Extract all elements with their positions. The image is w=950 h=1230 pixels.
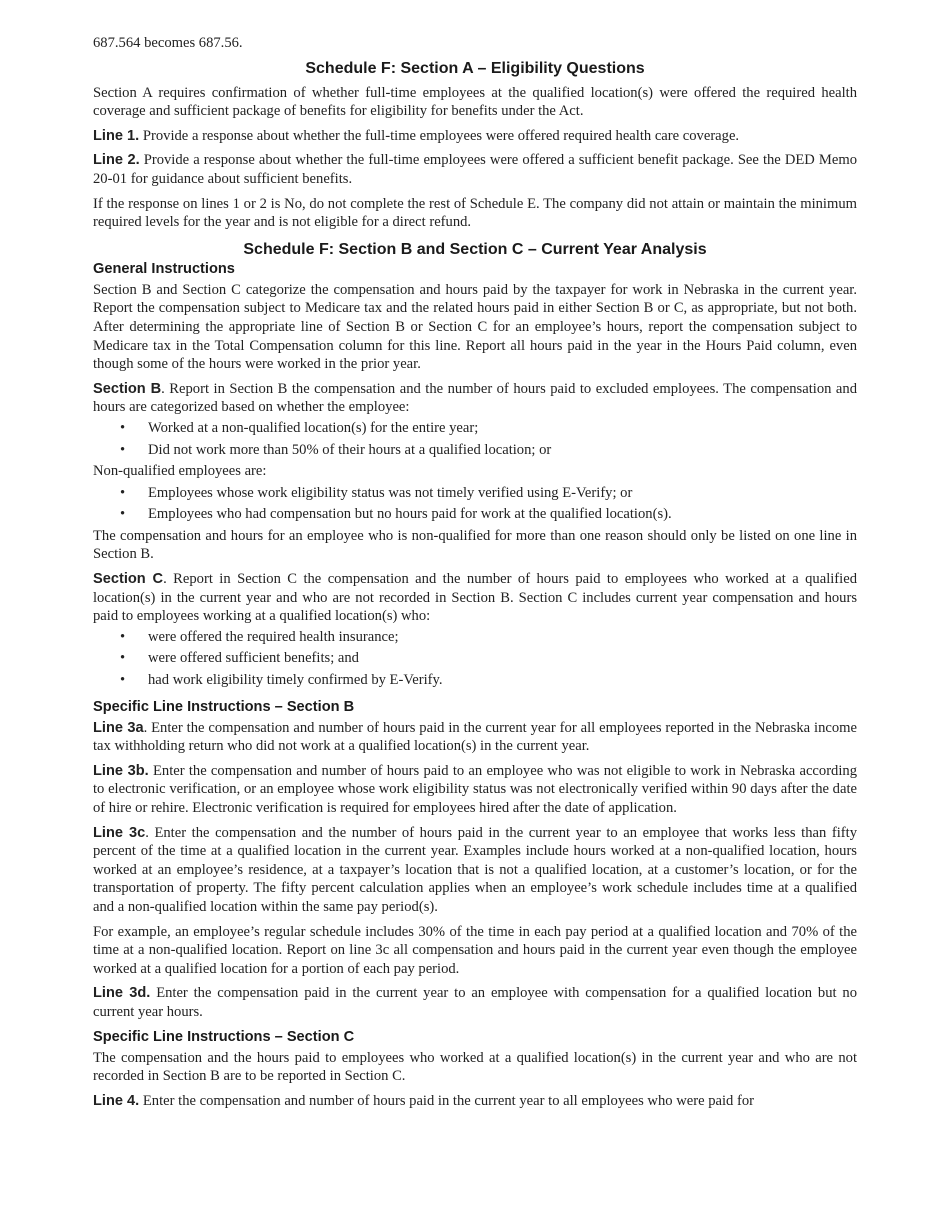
- line-2-paragraph: [93, 151, 857, 188]
- section-bc-heading: Schedule F: Section B and Section C – Current Year Analysis: [243, 240, 707, 258]
- section-b-text: . Report in Section B the compensation and the number of hours paid to excluded employees. The compensation and hours are categorized based on whether the employee:: [93, 380, 857, 416]
- list-item: • Employees whose work eligibility status was not timely verified using E-Verify; or: [120, 484, 633, 501]
- line-3b-label: Line 3b.: [93, 762, 149, 779]
- section-a-intro: Section A requires confirmation of whether full-time employees at the qualified location(s) were offered the required health coverage and sufficient package of benefits for eligibility for benefits under the Act.: [93, 84, 857, 120]
- non-qualified-note: The compensation and hours for an employee who is non-qualified for more than one reason should only be listed on one line in Section B.: [93, 527, 857, 563]
- general-instructions-text: Section B and Section C categorize the compensation and hours paid by the taxpayer for work in Nebraska in the current year. Report the compensation subject to Medicare tax and the related hours paid in either Section B or C, as appropriate, but not both. After determining the appropriate line of Section B or Section C for an employee’s hours, report the compensation subject to Medicare tax in the Total Compensation column for this line. Report all hours paid in the year in the Hours Paid column, even though some of the hours were worked in the prior year.: [93, 281, 857, 373]
- general-instructions-heading: General Instructions: [93, 260, 235, 277]
- section-c-text: . Report in Section C the compensation and the number of hours paid to employees who worked at a qualified location(s) in the current year and who are not recorded in Section B. Section C includes current year compensation and hours paid to employees working at a qualified location(s) who:: [93, 571, 857, 625]
- section-a-heading: Schedule F: Section A – Eligibility Questions: [305, 59, 645, 77]
- line-3d-text: Enter the compensation paid in the current year to an employee with compensation for a qualified location but no current year hours.: [93, 985, 858, 1020]
- no-response-note: If the response on lines 1 or 2 is No, do not complete the rest of Schedule E. The company did not attain or maintain the minimum required levels for the year and is not eligible for a direct refund.: [93, 195, 857, 231]
- non-qualified-intro: Non-qualified employees are:: [93, 463, 267, 480]
- section-b-paragraph: [93, 380, 857, 417]
- line-3a-text: . Enter the compensation and number of hours paid in the current year for all employees reported in the Nebraska income tax withholding return who did not work at a qualified location(s) in the current year.: [93, 719, 857, 755]
- line-4-label: Line 4.: [93, 1092, 140, 1109]
- specific-c-intro: The compensation and the hours paid to employees who worked at a qualified location(s) in the current year and who are not recorded in Section B are to be reported in Section C.: [93, 1049, 857, 1085]
- line-2-text: Provide a response about whether the full-time employees were offered a sufficient benefit package. See the DED Memo 20-01 for guidance about sufficient benefits.: [93, 152, 858, 187]
- line-3c-label: Line 3c: [93, 824, 146, 841]
- line-3b-paragraph: [93, 762, 857, 818]
- section-b-label: Section B: [93, 380, 162, 397]
- carryover-text: 687.564 becomes 687.56.: [93, 35, 243, 51]
- document-page: [93, 34, 857, 1116]
- list-item: • had work eligibility timely confirmed by E-Verify.: [120, 672, 443, 689]
- list-item: • were offered the required health insurance;: [120, 628, 399, 645]
- line-3c-paragraph: [93, 824, 857, 917]
- section-c-paragraph: [93, 570, 857, 626]
- example-paragraph: For example, an employee’s regular schedule includes 30% of the time in each pay period at a qualified location and 70% of the time at a non-qualified location. Report on line 3c all compensation and hours paid in the current year even though the employee worked at a qualified location for a portion of each pay period.: [93, 923, 857, 977]
- line-1-paragraph: [93, 127, 857, 146]
- bullet-icon: •: [120, 506, 126, 523]
- bullet-icon: •: [120, 441, 126, 458]
- non-qualified-bullet-list: [93, 484, 857, 524]
- section-c-bullet-list: [93, 628, 857, 690]
- line-4-text: Enter the compensation and number of hours paid in the current year to all employees who were paid for: [142, 1092, 755, 1109]
- line-3d-paragraph: [93, 984, 857, 1021]
- line-3d-label: Line 3d.: [93, 985, 151, 1002]
- section-c-label: Section C: [93, 571, 164, 588]
- line-2-label: Line 2.: [93, 152, 140, 169]
- list-item: • Employees who had compensation but no hours paid for work at the qualified location(s).: [120, 506, 672, 523]
- section-b-bullet-list: [93, 419, 857, 459]
- bullet-icon: •: [120, 628, 126, 645]
- line-3a-paragraph: [93, 719, 857, 756]
- bullet-icon: •: [120, 650, 126, 667]
- bullet-icon: •: [120, 484, 126, 501]
- line-4-paragraph: [93, 1092, 857, 1111]
- specific-b-heading: Specific Line Instructions – Section B: [93, 698, 355, 715]
- line-3a-label: Line 3a: [93, 719, 144, 736]
- line-3b-text: Enter the compensation and number of hours paid to an employee who was not eligible to work in Nebraska according to electronic verification, or an employee whose work eligibility status was not electronically verified within 90 days after the date of hire or rehire. Electronic verification is required for employees hired after the date of application.: [93, 762, 857, 816]
- list-item: • Did not work more than 50% of their hours at a qualified location; or: [120, 441, 552, 458]
- line-1-label: Line 1.: [93, 127, 140, 144]
- specific-c-heading: Specific Line Instructions – Section C: [93, 1028, 355, 1045]
- bullet-icon: •: [120, 419, 126, 436]
- list-item: • were offered sufficient benefits; and: [120, 650, 359, 667]
- line-1-text: Provide a response about whether the full-time employees were offered required health care coverage.: [142, 127, 740, 144]
- line-3c-text: . Enter the compensation and the number of hours paid in the current year to an employee that works less than fifty percent of the time at a qualified location in the current year. Examples include hours worked at a non-qualified location, hours worked at an employee’s residence, at a taxpayer’s location that is not a qualified location, at a customer’s location, or for the transportation of property. The fifty percent calculation applies when an employee’s work schedule includes time at a qualified and a non-qualified location within the same pay period(s).: [93, 824, 857, 915]
- bullet-icon: •: [120, 672, 126, 689]
- list-item: • Worked at a non-qualified location(s) for the entire year;: [120, 419, 479, 436]
